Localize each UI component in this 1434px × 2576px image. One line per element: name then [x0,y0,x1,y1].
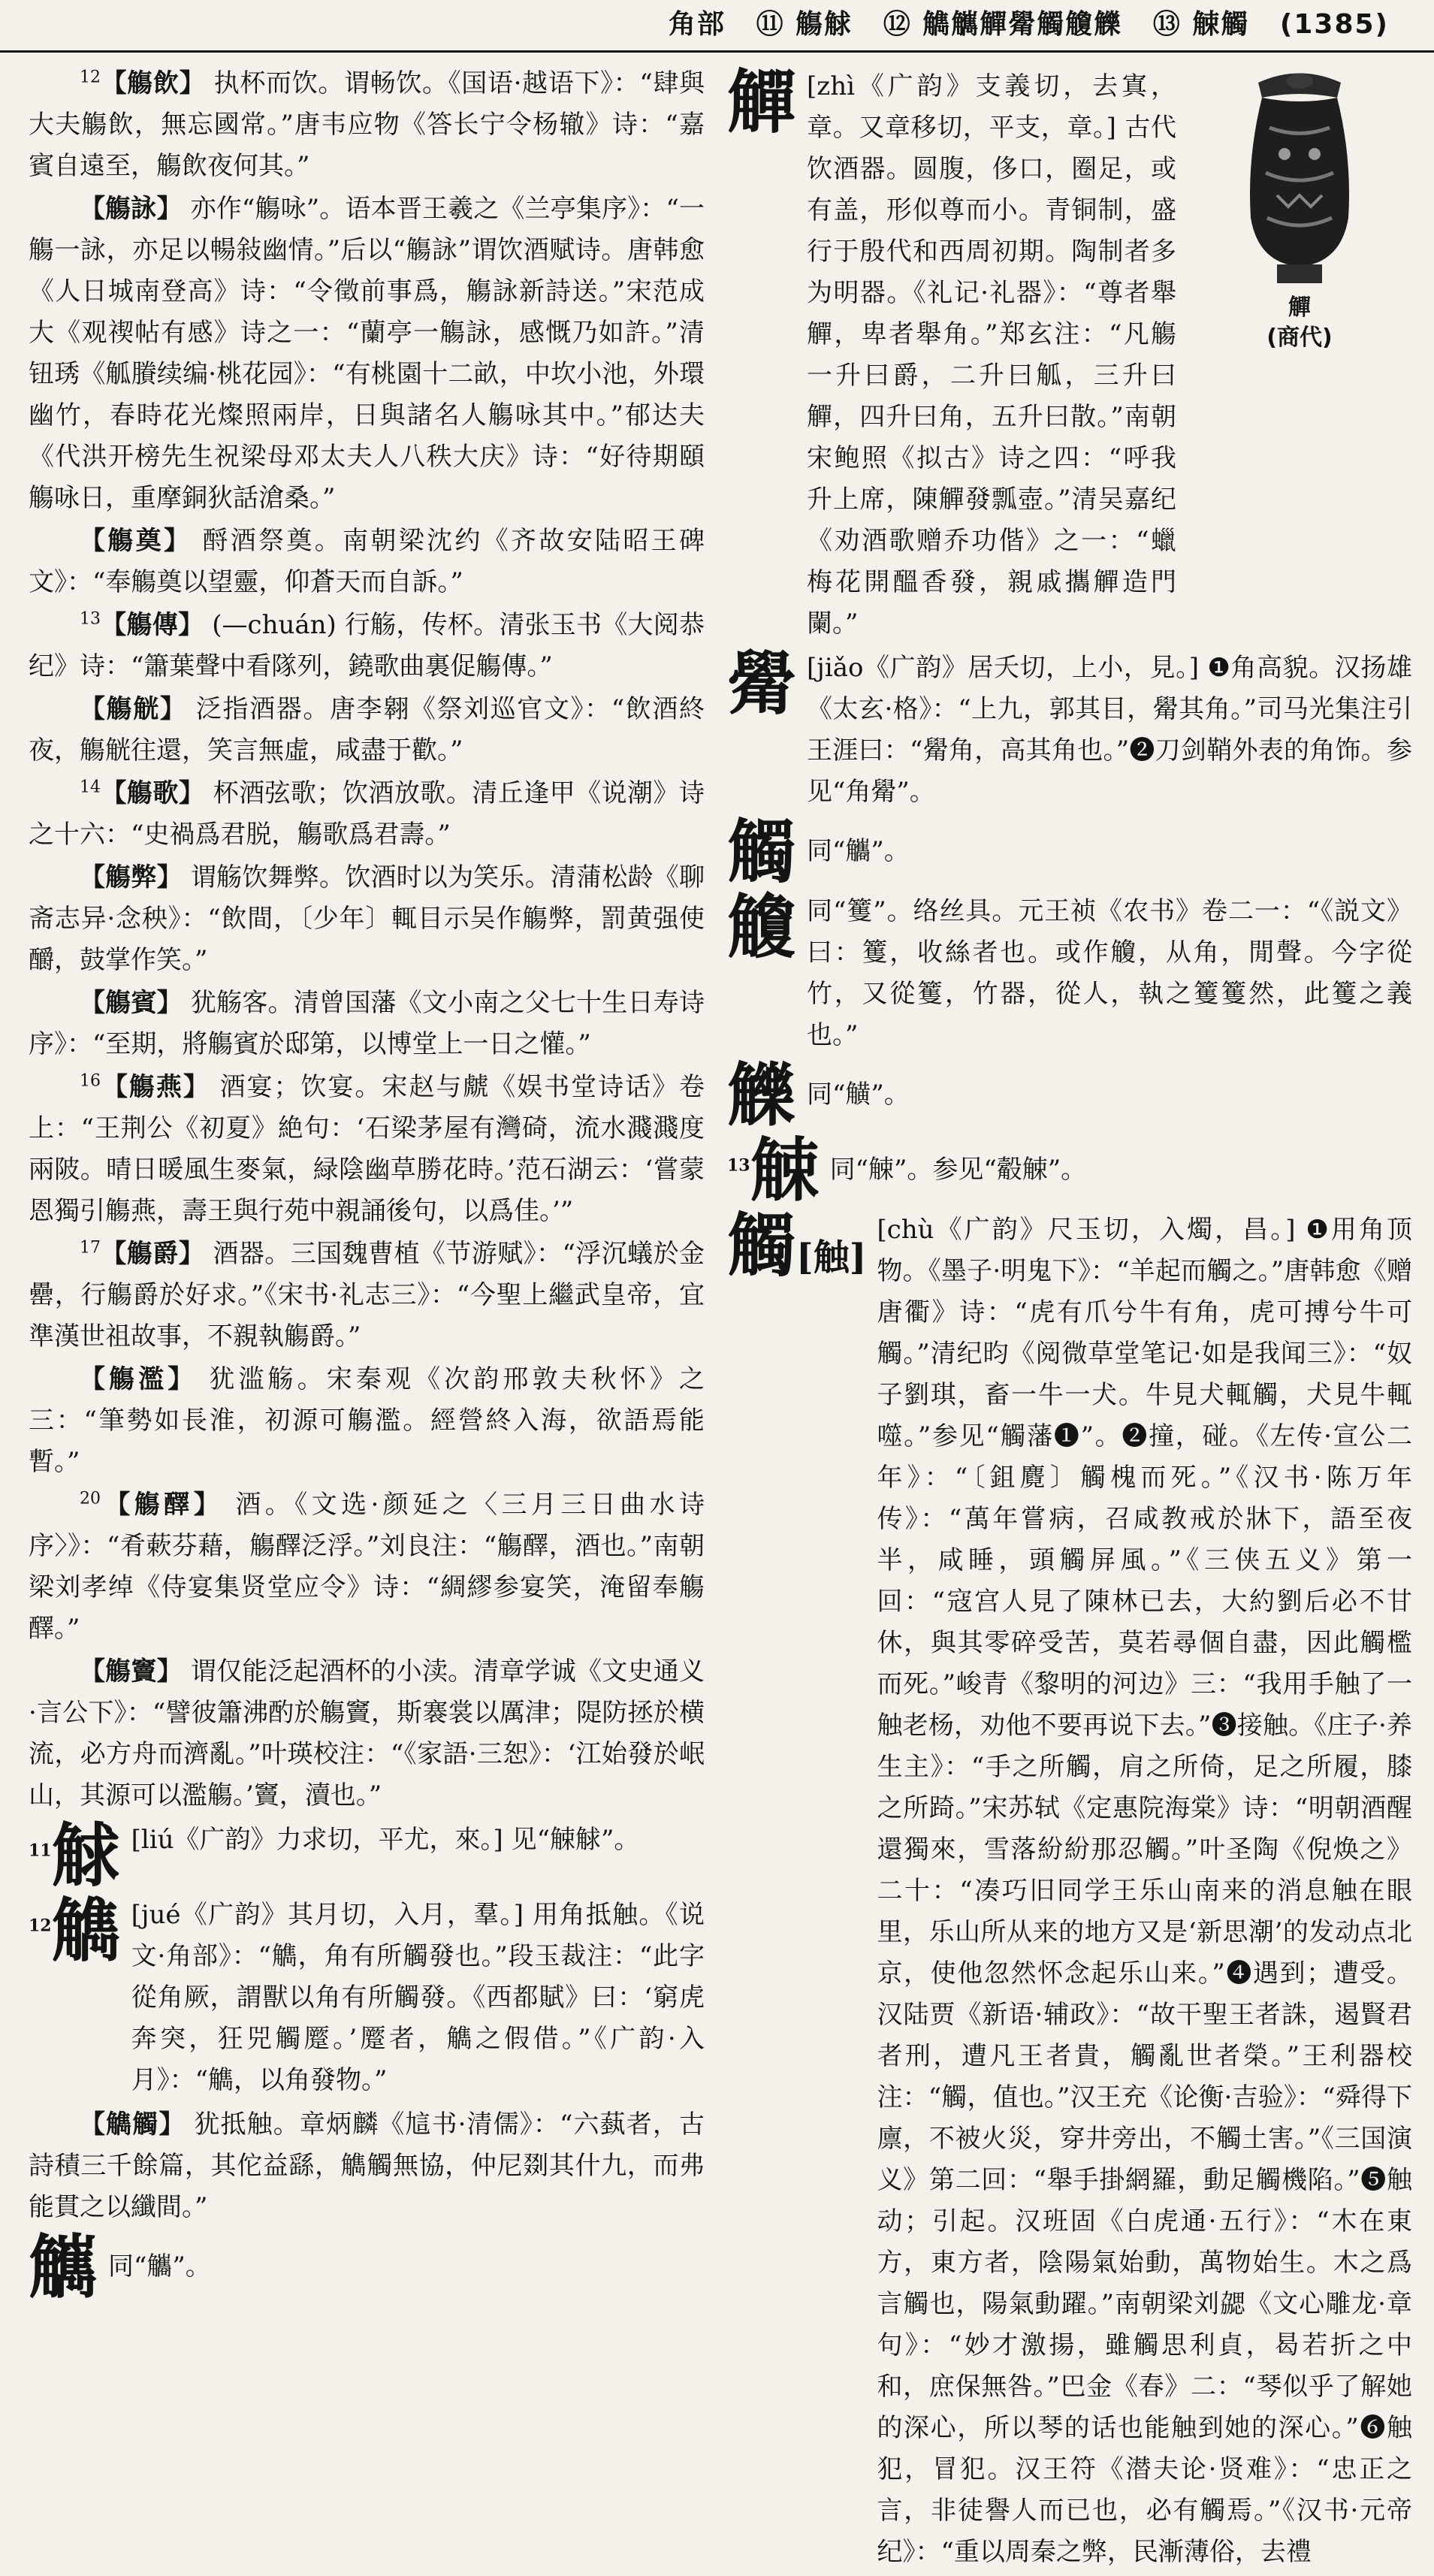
char-definition: [jué《广韵》其月切，入月，羣。] 用角抵触。《说文·角部》：“觹，角有所觸發也。”段玉裁注：“此字從角厥，謂獸以角有所觸發。《西都賦》曰：‘窮虎奔突，狂兕觸蹷。’蹷者，觹之假借。”《广韵·入月》：“觹，以角發物。” [131,1900,705,2095]
char-entry [29,1815,705,1896]
sub-headword: 【觴竇】 [80,1656,183,1687]
char-definition: 同“籆”。络丝具。元王祯《农书》卷二一：“《説文》曰：籆，收絲者也。或作觼，从角，閒聲。今字從竹，又從籆，竹器，從人，執之籆籆然，此籆之義也。” [807,896,1412,1050]
char-entry [727,62,1176,645]
sub-headword: 【觴濫】 [80,1364,198,1394]
sub-headword: 【觴燕】 [101,1072,210,1102]
char-definition: [jiǎo《广韵》居夭切，上小，見。] ❶角高貌。汉扬雄《太玄·格》：“上九，郭其目，觷其角。”司马光集注引王涯曰：“觷角，高其角也。”❷刀剑鞘外表的角饰。参见“角觷”。 [807,653,1412,807]
char-headword: 觶 [727,62,797,143]
sub-headword: 【觹觸】 [80,2109,186,2140]
char-headword: $^{12}$觹 [29,1890,121,1971]
char-definition: [liú《广韵》力求切，平尤，來。] 见“觫觩”。 [131,1825,640,1855]
sub-entry: $^{13}$【觴傳】 (—chuán) 行觞，传杯。清张玉书《大阅恭纪》诗：“簫葉聲中看隊列，鐃歌曲裏促觴傳。” [29,609,705,681]
sub-headword: 【觴傳】 [101,610,204,640]
char-headword: 觻 [727,1055,797,1136]
sub-entry: 【觴竇】 谓仅能泛起酒杯的小渎。清章学诚《文史通义·言公下》：“譬彼簫沸酌於觴竇，斯褰裳以厲津；隄防拯於横流，必方舟而濟亂。”叶瑛校注：“《家語·三恕》：‘江始發於岷山，其源可以濫觴。’竇，瀆也。” [29,1656,705,1810]
sub-headword: 【觴賓】 [80,988,183,1018]
page-number: (1385) [1279,9,1389,40]
char-headword: 觸[触] [727,1205,867,1286]
sub-headword: 【觴飲】 [101,68,206,98]
char-definition: 同“觫”。参见“觳觫”。 [829,1155,1087,1185]
vessel-illustration [1187,68,1412,351]
sub-entry: 【觴觥】 泛指酒器。唐李翱《祭刘巡官文》：“飲酒終夜，觴觥往還，笑言無虛，咸盡于歡。” [29,694,705,766]
sub-headword: 【觴爵】 [101,1239,205,1269]
sub-entry: 【觴弊】 谓觞饮舞弊。饮酒时以为笑乐。清蒲松龄《聊斋志异·念秧》：“飲間，〔少年〕輒目示吴作觴弊，罰黄强使釂，鼓掌作笑。” [29,862,705,975]
illustration-label: 觶 [1288,294,1311,321]
char-definition: 同“觿”。 [807,836,910,866]
right-column [727,63,1412,2576]
char-definition: [zhì《广韵》支義切，去寘，章。又章移切，平支，章。] 古代饮酒器。圆腹，侈口，圈足，或有盖，形似尊而小。青铜制，盛行于殷代和西周初期。陶制者多为明器。《礼记·礼器》：“尊者舉觶，卑者舉角。”郑玄注：“凡觴一升曰爵，二升曰觚，三升曰觶，四升曰角，五升曰散。”南朝宋鲍照《拟古》诗之四：“呼我升上席，陳觶發瓢壺。”清吴嘉纪《劝酒歌赠乔功偕》之一：“蠟梅花開醞香發，親戚攜觶造門闌。” [807,71,1176,639]
char-headword: 觼 [727,886,797,968]
char-entry [727,1205,1412,2573]
char-entry [727,643,1412,813]
char-entry [29,2227,705,2308]
char-entry [29,1890,705,2101]
sub-entry: $^{14}$【觴歌】 杯酒弦歌；饮酒放歌。清丘逢甲《说潮》诗之十六：“史禍爲君脱，觴歌爲君壽。” [29,778,705,850]
char-headword: 觽 [29,2227,98,2308]
sub-entry: 【觴濫】 犹滥觞。宋秦观《次韵邢敦夫秋怀》之三：“筆勢如長淮，初源可觴濫。經營終入海，欲語焉能暫。” [29,1364,705,1477]
char-headword: 觸 [727,811,797,892]
char-definition: 同“觿”。 [108,2251,211,2282]
sub-headword: 【觴醳】 [101,1490,224,1520]
sub-entry: 【觹觸】 犹抵触。章炳麟《訄书·清儒》：“六蓺者，古詩積三千餘篇，其佗益繇，觹觸無協，仲尼剟其什九，而弗能貫之以纖間。” [29,2109,705,2222]
char-definition: [chù《广韵》尺玉切，入燭，昌。] ❶用角顶物。《墨子·明鬼下》：“羊起而觸之。”唐韩愈《赠唐衢》诗：“虎有爪兮牛有角，虎可搏兮牛可觸。”清纪昀《阅微草堂笔记·如是我闻三》：“奴子劉琪，畜一牛一犬。牛見犬輒觸，犬見牛輒噬。”参见“觸藩❶”。❷撞，碰。《左传·宣公二年》：“〔鉏麑〕觸槐而死。”《汉书·陈万年传》：“萬年嘗病，召咸教戒於牀下，語至夜半，咸睡，頭觸屏風。”《三侠五义》第一回：“寇宫人見了陳林已去，大約劉后必不甘休，與其零碎受苦，莫若尋個自盡，因此觸檻而死。”峻青《黎明的河边》三：“我用手触了一触老杨，劝他不要再说下去。”❸接触。《庄子·养生主》：“手之所觸，肩之所倚，足之所履，膝之所踦。”宋苏轼《定惠院海棠》诗：“明朝酒醒還獨來，雪落紛紛那忍觸。”叶圣陶《倪焕之》二十：“凑巧旧同学王乐山南来的消息触在眼里，乐山所从来的地方又是‘新思潮’的发动点北京，使他忽然怀念起乐山来。”❹遇到；遭受。汉陆贾《新语·辅政》：“故干聖王者誅，遏賢君者刑，遭凡王者貴，觸亂世者榮。”王利器校注：“觸，值也。”汉王充《论衡·吉验》：“舜得下廪，不被火災，穿井旁出，不觸土害。”《三国演义》第二回：“舉手掛網羅，動足觸機陷。”❺触动；引起。汉班固《白虎通·五行》：“木在東方，東方者，陰陽氣始動，萬物始生。木之爲言觸也，陽氣動躍。”南朝梁刘勰《文心雕龙·章句》：“妙才激揚，雖觸思利貞，曷若折之中和，庶保無咎。”巴金《春》二：“琴似乎了解她的深心，所以琴的话也能触到她的深心。”❻触犯，冒犯。汉王符《潜夫论·贤难》：“忠正之言，非徒譽人而已也，必有觸焉。”《汉书·元帝纪》：“重以周秦之弊，民漸薄俗，去禮 [877,1215,1412,2567]
char-headword: 觷 [727,643,797,724]
char-headword: $^{13}$觫 [727,1130,820,1211]
char-definition: 同“觵”。 [807,1080,910,1110]
char-entry [727,886,1412,1056]
left-column [29,63,705,2306]
sub-entry: 【觴賓】 犹觞客。清曾国藩《文小南之父七十生日寿诗序》：“至期，將觴賓於邸第，以博堂上一日之懽。” [29,988,705,1059]
illustration-caption: (商代) [1266,325,1333,351]
sub-headword: 【觴奠】 [80,526,192,556]
char-entry [727,811,1412,892]
header-radical: 角部 [669,9,726,40]
header-stroke-11: ⑪ 觴觩 [756,9,853,40]
sub-entry: $^{12}$【觴飲】 执杯而饮。谓畅饮。《国语·越语下》：“肆與大夫觴飲，無忘國常。”唐韦应物《答长宁令杨辙》诗：“嘉賓自遠至，觴飲夜何其。” [29,68,705,181]
page-header [0,0,1434,53]
char-entry [727,1130,1412,1211]
sub-entry: $^{17}$【觴爵】 酒器。三国魏曹植《节游赋》：“浮沉蟻於金罍，行觴爵於好求。”《宋书·礼志三》：“今聖上繼武皇帝，宜準漢世祖故事，不親執觴爵。” [29,1238,705,1351]
char-entry [727,1055,1412,1136]
sub-entry: $^{16}$【觴燕】 酒宴；饮宴。宋赵与虤《娱书堂诗话》卷上：“王荆公《初夏》絶句：‘石梁茅屋有灣碕，流水濺濺度兩陂。晴日暖風生麥氣，緑陰幽草勝花時。’范石湖云：‘嘗蒙恩獨引觴燕，壽王與行苑中親誦後句，以爲佳。’” [29,1071,705,1226]
sub-entry: 【觴奠】 酹酒祭奠。南朝梁沈约《齐故安陆昭王碑文》：“奉觴奠以望靈，仰蒼天而自訴。” [29,526,705,597]
sub-entry: 【觴詠】 亦作“觴咏”。语本晋王羲之《兰亭集序》：“一觴一詠，亦足以暢敍幽情。”后以“觴詠”谓饮酒赋诗。唐韩愈《人日城南登高》诗：“令徵前事爲，觴詠新詩送。”宋范成大《观禊帖有感》诗之一：“蘭亭一觴詠，感慨乃如許。”清钮琇《觚賸续编·桃花园》：“有桃園十二畝，中坎小池，外環幽竹，春時花光燦照兩岸，日與諸名人觴咏其中。”郁达夫《代洪开榜先生祝梁母邓太夫人八秩大庆》诗：“好待期頤觴咏日，重摩銅狄話滄桑。” [29,194,705,513]
header-stroke-13: ⑬ 觫觸 [1152,9,1250,40]
sub-entry: $^{20}$【觴醳】 酒。《文选·颜延之〈三月三日曲水诗序〉》：“肴蔌芬藉，觴醳泛浮。”刘良注：“觴醳，酒也。”南朝梁刘孝绰《侍宴集贤堂应令》诗：“綢繆参宴笑，淹留奉觴醳。” [29,1489,705,1644]
sub-headword: 【觴弊】 [80,862,183,892]
simplified-form: [触] [796,1237,867,1279]
sub-headword: 【觴歌】 [101,778,205,808]
header-stroke-12: ⑫ 觹觽觶觷觸觼觻 [883,9,1123,40]
sub-headword: 【觴觥】 [80,694,187,724]
bronze-vessel-image [1206,68,1393,293]
char-headword: $^{11}$觩 [29,1815,121,1896]
sub-headword: 【觴詠】 [80,194,183,224]
